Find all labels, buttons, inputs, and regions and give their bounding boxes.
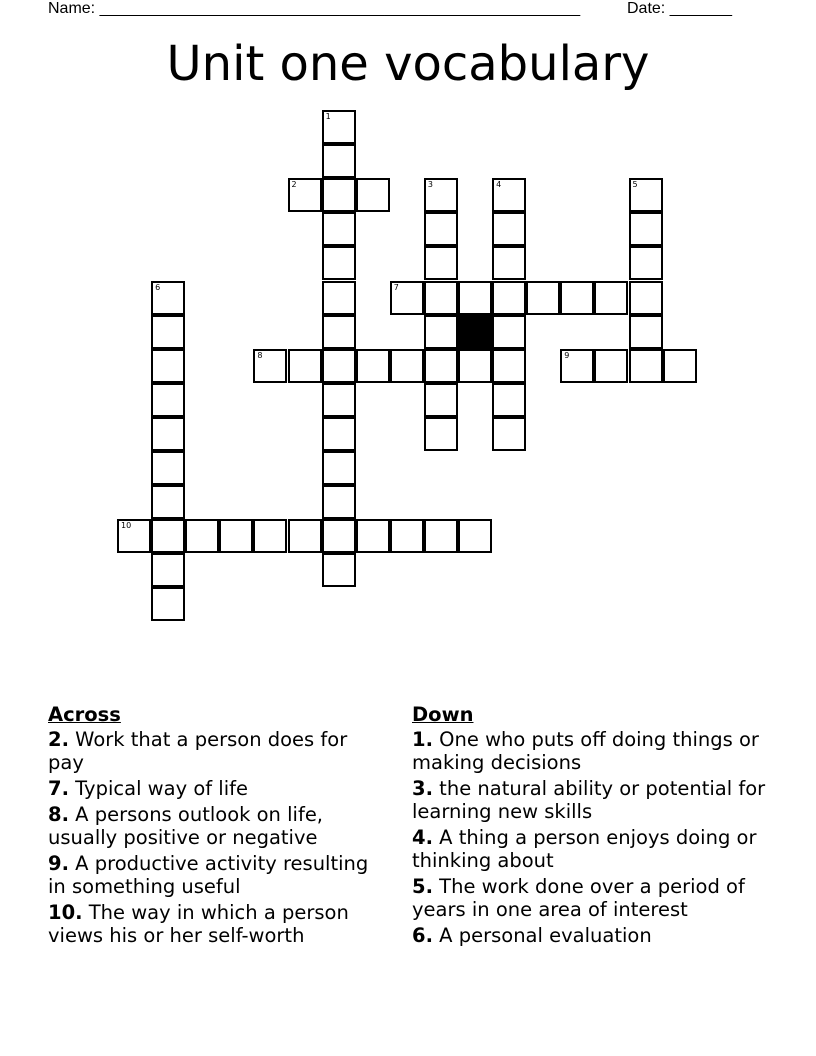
crossword-cell[interactable]	[390, 349, 424, 383]
date-field[interactable]: Date: _______	[627, 0, 732, 17]
crossword-cell[interactable]	[356, 178, 390, 212]
down-clue	[412, 875, 772, 921]
crossword-cell[interactable]	[560, 349, 594, 383]
crossword-cell[interactable]	[526, 281, 560, 315]
clue-number: 9.	[48, 852, 69, 875]
crossword-cell[interactable]	[390, 281, 424, 315]
crossword-cell[interactable]	[492, 383, 526, 417]
clue-number: 2.	[48, 728, 69, 751]
down-clue	[412, 728, 772, 774]
page-title: Unit one vocabulary	[166, 36, 650, 92]
crossword-cell[interactable]	[322, 315, 356, 349]
crossword-cell[interactable]	[322, 246, 356, 280]
clue-text: A persons outlook on life, usually positive or negative	[48, 803, 324, 849]
crossword-cell[interactable]	[390, 519, 424, 553]
clue-number: 8.	[48, 803, 69, 826]
across-heading: Across	[48, 703, 121, 726]
crossword-cell[interactable]	[185, 519, 219, 553]
clue-text: A thing a person enjoys doing or thinking about	[412, 826, 757, 872]
crossword-cell[interactable]	[629, 178, 663, 212]
crossword-cell[interactable]	[458, 281, 492, 315]
clue-number: 7.	[48, 777, 69, 800]
clue-text: Work that a person does for pay	[48, 728, 348, 774]
crossword-cell[interactable]	[424, 519, 458, 553]
crossword-cell[interactable]	[151, 417, 185, 451]
crossword-cell[interactable]	[492, 212, 526, 246]
clue-text: Typical way of life	[68, 777, 249, 800]
across-clue	[48, 803, 388, 849]
crossword-cell[interactable]	[253, 349, 287, 383]
name-field[interactable]: Name: ______________________________________________________	[48, 0, 581, 17]
clue-text: the natural ability or potential for learning new skills	[412, 777, 766, 823]
down-clue	[412, 924, 772, 947]
crossword-cell[interactable]	[492, 349, 526, 383]
crossword-cell[interactable]	[253, 519, 287, 553]
crossword-cell[interactable]	[151, 383, 185, 417]
clue-text: The way in which a person views his or her self-worth	[48, 901, 349, 947]
across-clue	[48, 777, 388, 800]
crossword-cell[interactable]	[663, 349, 697, 383]
crossword-cell[interactable]	[594, 349, 628, 383]
crossword-cell[interactable]	[322, 144, 356, 178]
crossword-cell[interactable]	[322, 110, 356, 144]
crossword-cell[interactable]	[458, 349, 492, 383]
down-clues	[412, 703, 772, 950]
crossword-cell[interactable]	[629, 246, 663, 280]
crossword-cell[interactable]	[322, 281, 356, 315]
across-clues	[48, 703, 388, 950]
crossword-cell[interactable]	[288, 178, 322, 212]
crossword-cell[interactable]	[151, 349, 185, 383]
crossword-cell[interactable]	[322, 485, 356, 519]
clue-number-label: 3	[427, 180, 433, 190]
clue-number-label: 10	[121, 521, 132, 531]
clue-number-label: 4	[496, 180, 502, 190]
clue-number: 10.	[48, 901, 83, 924]
crossword-cell[interactable]	[151, 553, 185, 587]
crossword-cell[interactable]	[322, 349, 356, 383]
crossword-cell[interactable]	[151, 587, 185, 621]
crossword-cell[interactable]	[322, 383, 356, 417]
crossword-cell[interactable]	[151, 485, 185, 519]
crossword-cell[interactable]	[322, 212, 356, 246]
clue-text: A productive activity resulting in something useful	[48, 852, 369, 898]
crossword-cell[interactable]	[492, 178, 526, 212]
crossword-cell[interactable]	[151, 451, 185, 485]
across-clue	[48, 852, 388, 898]
crossword-cell[interactable]	[424, 212, 458, 246]
crossword-cell[interactable]	[219, 519, 253, 553]
crossword-cell[interactable]	[424, 349, 458, 383]
crossword-cell[interactable]	[424, 417, 458, 451]
clue-number-label: 8	[257, 350, 263, 360]
crossword-cell[interactable]	[322, 451, 356, 485]
crossword-cell[interactable]	[151, 315, 185, 349]
crossword-cell[interactable]	[356, 349, 390, 383]
crossword-cell[interactable]	[288, 349, 322, 383]
crossword-cell[interactable]	[629, 281, 663, 315]
crossword-cell[interactable]	[322, 417, 356, 451]
crossword-cell[interactable]	[356, 519, 390, 553]
crossword-cell[interactable]	[151, 281, 185, 315]
crossword-cell[interactable]	[424, 315, 458, 349]
crossword-cell[interactable]	[117, 519, 151, 553]
clue-text: A personal evaluation	[432, 924, 652, 947]
crossword-cell[interactable]	[594, 281, 628, 315]
crossword-cell[interactable]	[492, 417, 526, 451]
crossword-cell[interactable]	[322, 178, 356, 212]
clue-number: 3.	[412, 777, 433, 800]
crossword-cell[interactable]	[629, 349, 663, 383]
clue-number-label: 2	[291, 180, 297, 190]
crossword-cell[interactable]	[424, 246, 458, 280]
crossword-cell[interactable]	[492, 281, 526, 315]
clue-number-label: 5	[632, 180, 638, 190]
clue-number: 1.	[412, 728, 433, 751]
crossword-cell[interactable]	[424, 178, 458, 212]
crossword-cell[interactable]	[458, 519, 492, 553]
clue-text: The work done over a period of years in one area of interest	[412, 875, 745, 921]
crossword-cell[interactable]	[322, 519, 356, 553]
across-clue	[48, 728, 388, 774]
crossword-cell[interactable]	[492, 315, 526, 349]
down-clue	[412, 777, 772, 823]
clue-number-label: 1	[325, 112, 331, 121]
clue-number-label: 6	[155, 282, 161, 292]
crossword-cell[interactable]	[424, 281, 458, 315]
across-clue	[48, 901, 388, 947]
clue-number-label: 9	[564, 350, 570, 360]
clue-number: 6.	[412, 924, 433, 947]
crossword-cell[interactable]	[151, 519, 185, 553]
clue-number: 4.	[412, 826, 433, 849]
clue-number-label: 7	[393, 282, 399, 292]
down-clue	[412, 826, 772, 872]
clue-text: One who puts off doing things or making decisions	[412, 728, 759, 774]
crossword-cell[interactable]	[322, 553, 356, 587]
crossword-cell[interactable]	[560, 281, 594, 315]
crossword-cell[interactable]	[492, 246, 526, 280]
down-heading: Down	[412, 703, 474, 726]
clue-number: 5.	[412, 875, 433, 898]
crossword-cell[interactable]	[288, 519, 322, 553]
crossword-cell[interactable]	[629, 212, 663, 246]
crossword-black-cell	[458, 315, 492, 349]
crossword-cell[interactable]	[629, 315, 663, 349]
crossword-cell[interactable]	[424, 383, 458, 417]
